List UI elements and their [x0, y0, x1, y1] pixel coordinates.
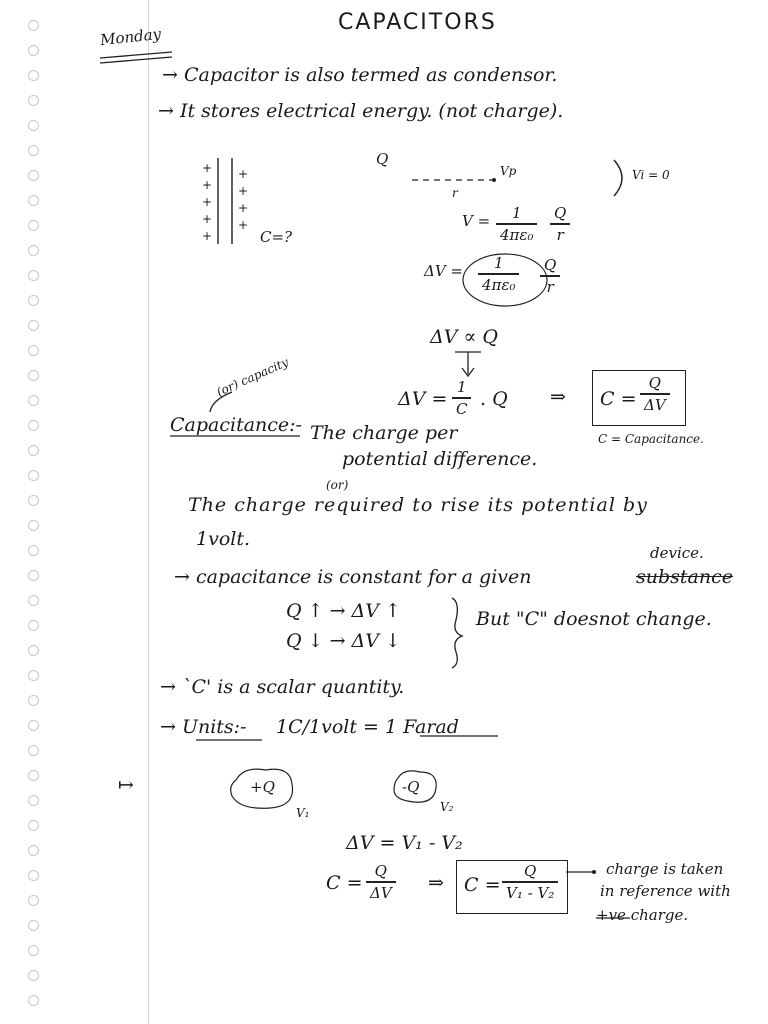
- definition-line-1: The charge per: [310, 422, 458, 444]
- eq-c-q: . Q: [480, 388, 508, 410]
- plate-minus-signs: + + + +: [238, 167, 249, 232]
- point-vp: Vp: [500, 164, 517, 178]
- box-c-den: ΔV: [644, 395, 666, 414]
- note-condensor: → Capacitor is also termed as condensor.: [162, 64, 558, 86]
- q-increase-line: Q ↑ → ΔV ↑: [286, 600, 401, 622]
- eq-v-num: 1: [511, 204, 522, 222]
- eq-dv-den: 4πε₀: [482, 275, 516, 294]
- eq-dv-coefficient: [478, 254, 519, 294]
- definition-line-3: The charge required to rise its potential by: [188, 494, 648, 516]
- capacitance-symbol-label: C = Capacitance.: [598, 432, 704, 446]
- eq-dv-lhs: ΔV =: [424, 262, 464, 280]
- box-c-num: Q: [648, 374, 661, 392]
- units-label: → Units:-: [160, 716, 247, 738]
- potential-difference-eq: ΔV = V₁ - V₂: [346, 832, 463, 854]
- eq-v-r: r: [556, 225, 564, 244]
- potential-v1: V₁: [296, 806, 310, 820]
- potential-v2: V₂: [440, 800, 454, 814]
- capacitance-question: C=?: [260, 228, 293, 246]
- eq-dv-q: Q: [544, 256, 557, 274]
- implies-arrow-1: ⇒: [550, 386, 566, 408]
- reference-note-3: +ve charge.: [596, 906, 689, 924]
- or-label: (or): [326, 478, 349, 492]
- capacitance-term: Capacitance:-: [170, 414, 302, 436]
- eq-dv-r: r: [546, 277, 554, 296]
- box2-fraction: [502, 862, 558, 902]
- constant-line: → capacitance is constant for a given: [174, 566, 532, 588]
- definition-line-2: potential difference.: [342, 448, 538, 470]
- page-title: CAPACITORS: [338, 10, 497, 35]
- capacity-note: (or) capacity: [214, 354, 291, 400]
- box-c-fraction: [640, 374, 670, 414]
- eq-v-den: 4πε₀: [500, 225, 534, 244]
- units-value: 1C/1volt = 1 Farad: [276, 716, 459, 738]
- c-eq-den: ΔV: [370, 883, 392, 902]
- initial-potential: Vi = 0: [632, 168, 670, 182]
- eq-dv-qr: [540, 256, 560, 296]
- distance-r: r: [452, 186, 458, 200]
- q-decrease-line: Q ↓ → ΔV ↓: [286, 630, 401, 652]
- eq-dv-num: 1: [493, 254, 504, 272]
- eq-v-q: Q: [554, 204, 567, 222]
- device-correction: device.: [650, 544, 704, 562]
- reference-note-1: charge is taken: [606, 860, 724, 878]
- eq-v-coefficient: [496, 204, 537, 244]
- eq-c-num: 1: [456, 378, 467, 396]
- c-eq-fraction: [366, 862, 396, 902]
- c-unchanged-note: But "C" doesnot change.: [476, 608, 712, 630]
- positive-charge: +Q: [250, 778, 275, 796]
- box2-num: Q: [523, 862, 537, 880]
- implies-arrow-2: ⇒: [428, 872, 444, 894]
- box-c-lhs: C =: [600, 388, 637, 410]
- c-eq-num: Q: [374, 862, 387, 880]
- definition-line-4: 1volt.: [196, 528, 251, 550]
- eq-c-coefficient: [452, 378, 471, 418]
- eq-c-den: C: [456, 399, 468, 418]
- struck-substance: substance: [636, 566, 733, 588]
- reference-note-2: in reference with: [600, 882, 731, 900]
- note-stores-energy: → It stores electrical energy. (not charge).: [158, 100, 564, 122]
- eq-v-qr: [550, 204, 570, 244]
- scalar-note: → `C' is a scalar quantity.: [160, 676, 405, 698]
- box2-den: V₁ - V₂: [506, 883, 555, 902]
- eq-v-lhs: V =: [462, 212, 491, 230]
- day-label: Monday: [99, 24, 162, 50]
- box2-lhs: C =: [464, 874, 501, 896]
- section-arrow: ↦: [118, 774, 134, 796]
- plate-plus-signs: + + + + +: [202, 161, 213, 243]
- proportionality: ΔV ∝ Q: [430, 326, 498, 348]
- point-charge-q: Q: [376, 150, 389, 168]
- negative-charge: -Q: [402, 778, 420, 796]
- c-eq-lhs: C =: [326, 872, 363, 894]
- eq-c-lhs: ΔV =: [398, 388, 448, 410]
